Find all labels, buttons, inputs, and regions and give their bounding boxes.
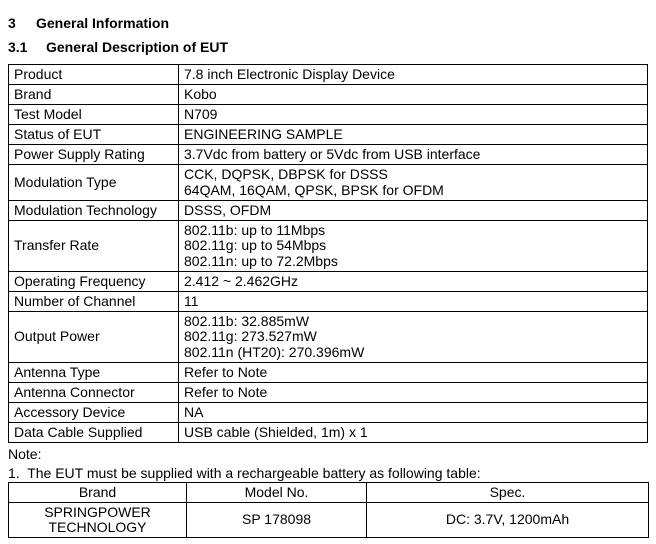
spec-value: 2.412 ~ 2.462GHz: [179, 272, 648, 292]
battery-spec-cell: DC: 3.7V, 1200mAh: [367, 503, 649, 538]
spec-row: [9, 105, 648, 125]
spec-row: [9, 125, 648, 145]
spec-row: [9, 65, 648, 85]
battery-table: [8, 482, 649, 538]
spec-value: CCK, DQPSK, DBPSK for DSSS 64QAM, 16QAM, QPSK, BPSK for OFDM: [179, 165, 648, 201]
spec-value: 3.7Vdc from battery or 5Vdc from USB interface: [179, 145, 648, 165]
battery-table-row: [9, 503, 649, 538]
subsection-title: General Description of EUT: [46, 39, 229, 55]
battery-brand-cell: SPRINGPOWER TECHNOLOGY: [9, 503, 187, 538]
spec-row: [9, 363, 648, 383]
spec-label: Antenna Connector: [9, 383, 179, 403]
spec-label: Operating Frequency: [9, 272, 179, 292]
spec-label: Test Model: [9, 105, 179, 125]
spec-value: NA: [179, 403, 648, 423]
battery-table-header-row: [9, 483, 649, 503]
spec-row: [9, 292, 648, 312]
spec-label: Number of Channel: [9, 292, 179, 312]
battery-model-cell: SP 178098: [187, 503, 367, 538]
note-item-1: 1. The EUT must be supplied with a rechargeable battery as following table:: [8, 465, 481, 481]
spec-value: Refer to Note: [179, 383, 648, 403]
battery-header-spec: Spec.: [367, 483, 649, 503]
spec-value: USB cable (Shielded, 1m) x 1: [179, 423, 648, 443]
note-label: Note:: [8, 446, 42, 462]
battery-header-model: Model No.: [187, 483, 367, 503]
spec-value: Kobo: [179, 85, 648, 105]
spec-label: Accessory Device: [9, 403, 179, 423]
spec-value: 7.8 inch Electronic Display Device: [179, 65, 648, 85]
section-title: General Information: [36, 15, 170, 31]
spec-value: ENGINEERING SAMPLE: [179, 125, 648, 145]
section-number: 3: [8, 15, 16, 31]
spec-row: [9, 403, 648, 423]
spec-row: [9, 85, 648, 105]
spec-value: 11: [179, 292, 648, 312]
eut-description-table: [8, 64, 648, 443]
spec-label: Product: [9, 65, 179, 85]
subsection-number: 3.1: [8, 39, 28, 55]
spec-row: [9, 201, 648, 221]
spec-label: Transfer Rate: [9, 221, 179, 272]
spec-label: Modulation Type: [9, 165, 179, 201]
spec-value: DSSS, OFDM: [179, 201, 648, 221]
spec-label: Data Cable Supplied: [9, 423, 179, 443]
spec-row: [9, 312, 648, 363]
spec-value: 802.11b: 32.885mW 802.11g: 273.527mW 802.11n (HT20): 270.396mW: [179, 312, 648, 363]
spec-row: [9, 145, 648, 165]
spec-row: [9, 165, 648, 201]
spec-label: Power Supply Rating: [9, 145, 179, 165]
spec-row: [9, 221, 648, 272]
spec-value: N709: [179, 105, 648, 125]
spec-label: Brand: [9, 85, 179, 105]
spec-row: [9, 272, 648, 292]
spec-label: Modulation Technology: [9, 201, 179, 221]
spec-label: Status of EUT: [9, 125, 179, 145]
spec-row: [9, 383, 648, 403]
spec-value: 802.11b: up to 11Mbps 802.11g: up to 54Mbps 802.11n: up to 72.2Mbps: [179, 221, 648, 272]
battery-header-brand: Brand: [9, 483, 187, 503]
spec-label: Antenna Type: [9, 363, 179, 383]
spec-row: [9, 423, 648, 443]
spec-value: Refer to Note: [179, 363, 648, 383]
spec-label: Output Power: [9, 312, 179, 363]
